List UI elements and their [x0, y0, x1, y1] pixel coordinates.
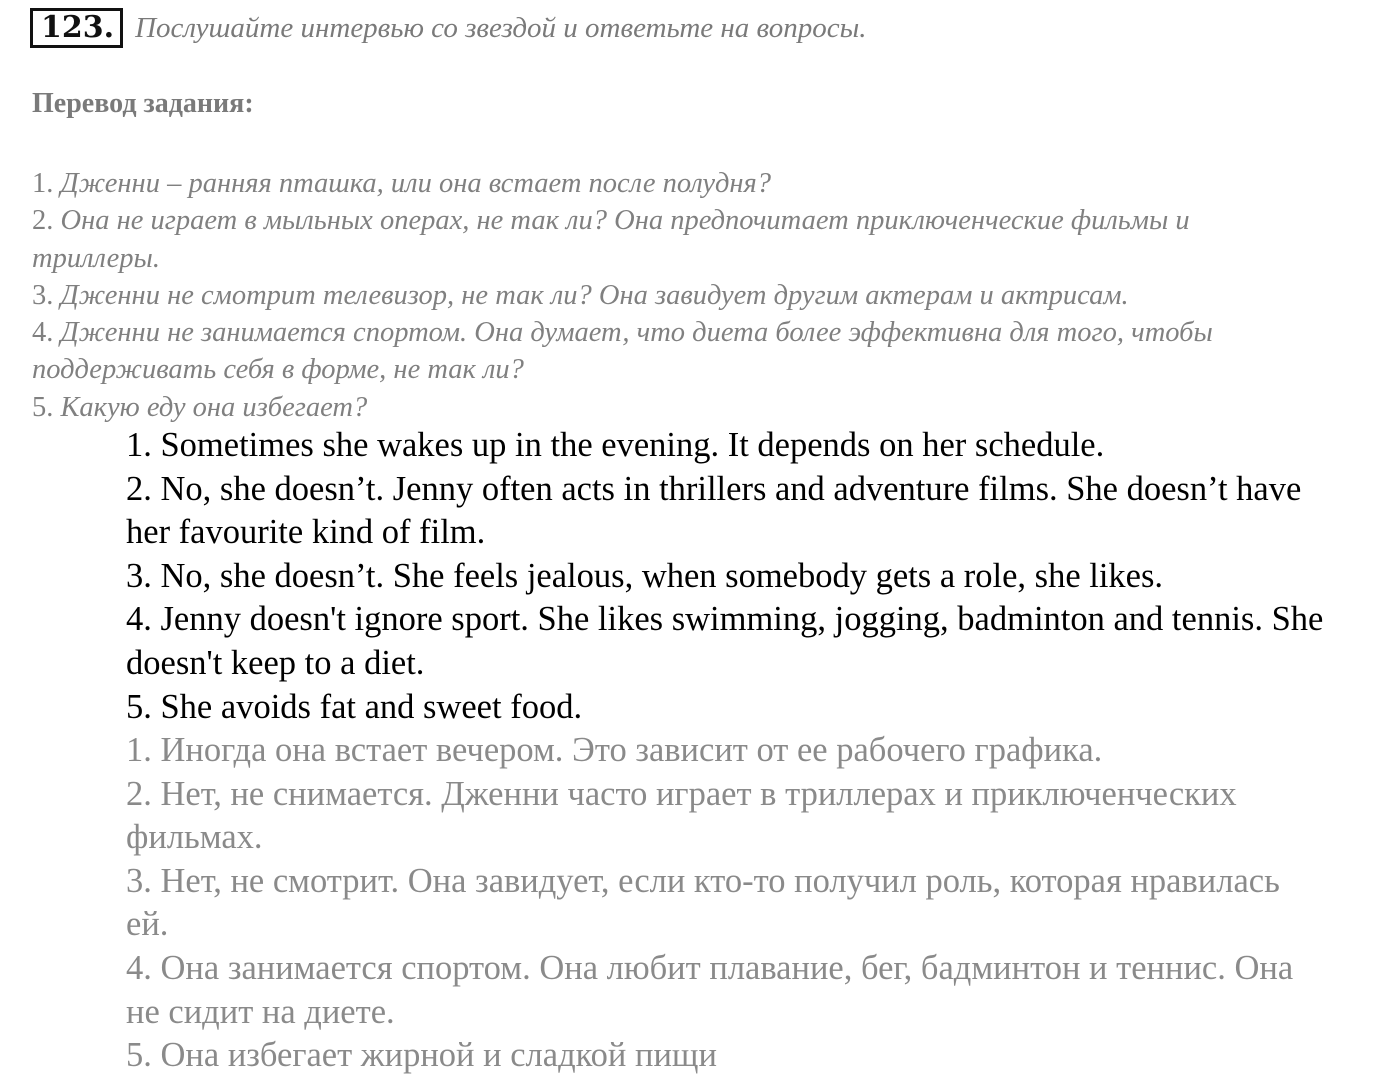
- answer-ru-item: 4. Она занимается спортом. Она любит плавание, бег, бадминтон и теннис. Она не сидит на диете.: [126, 948, 1294, 1031]
- answer-ru-item: 1. Иногда она встает вечером. Это зависит от ее рабочего графика.: [126, 731, 1103, 769]
- question-number: 2.: [32, 205, 54, 237]
- question-item: [32, 202, 1312, 277]
- answers-russian: [126, 729, 1326, 1078]
- question-text: Она не играет в мыльных операх, не так ли? Она предпочитает приключенческие фильмы и триллеры.: [32, 205, 1190, 274]
- question-text: Дженни не занимается спортом. Она думает, что диета более эффективна для того, чтобы поддерживать себя в форме, не так ли?: [32, 317, 1213, 386]
- question-item: [32, 277, 1312, 314]
- question-number: 5.: [32, 391, 54, 423]
- question-number: 1.: [32, 168, 54, 199]
- question-item: [32, 389, 1312, 426]
- question-text: Какую еду она избегает?: [60, 391, 368, 423]
- answers-english: [126, 424, 1326, 729]
- answer-en-item: 3. No, she doesn’t. She feels jealous, when somebody gets a role, she likes.: [126, 556, 1164, 595]
- question-item: [32, 314, 1312, 389]
- question-text: Дженни – ранняя пташка, или она встает после полудня?: [60, 168, 772, 199]
- translation-heading: Перевод задания:: [32, 88, 254, 119]
- task-number-box: 123.: [30, 8, 123, 48]
- answer-ru-item: 5. Она избегает жирной и сладкой пищи: [126, 1036, 717, 1075]
- answer-en-item: 1. Sometimes she wakes up in the evening. It depends on her schedule.: [126, 426, 1105, 464]
- answer-en-item: 5. She avoids fat and sweet food.: [126, 687, 583, 726]
- answer-ru-item: 3. Нет, не смотрит. Она завидует, если кто-то получил роль, которая нравилась ей.: [126, 861, 1280, 944]
- answer-ru-item: 2. Нет, не снимается. Дженни часто играет в триллерах и приключенческих фильмах.: [126, 774, 1237, 857]
- task-header: [30, 8, 867, 48]
- question-text: Дженни не смотрит телевизор, не так ли? Она завидует другим актерам и актрисам.: [60, 279, 1129, 311]
- question-number: 4.: [32, 317, 54, 349]
- answer-en-item: 4. Jenny doesn't ignore sport. She likes swimming, jogging, badminton and tennis. She doesn't keep to a diet.: [126, 600, 1324, 682]
- task-instruction: Послушайте интервью со звездой и ответьте на вопросы.: [135, 11, 867, 44]
- question-item: [32, 165, 1312, 202]
- question-number: 3.: [32, 279, 54, 311]
- translated-questions: [32, 165, 1312, 426]
- answer-en-item: 2. No, she doesn’t. Jenny often acts in thrillers and adventure films. She doesn’t have her favourite kind of film.: [126, 469, 1302, 552]
